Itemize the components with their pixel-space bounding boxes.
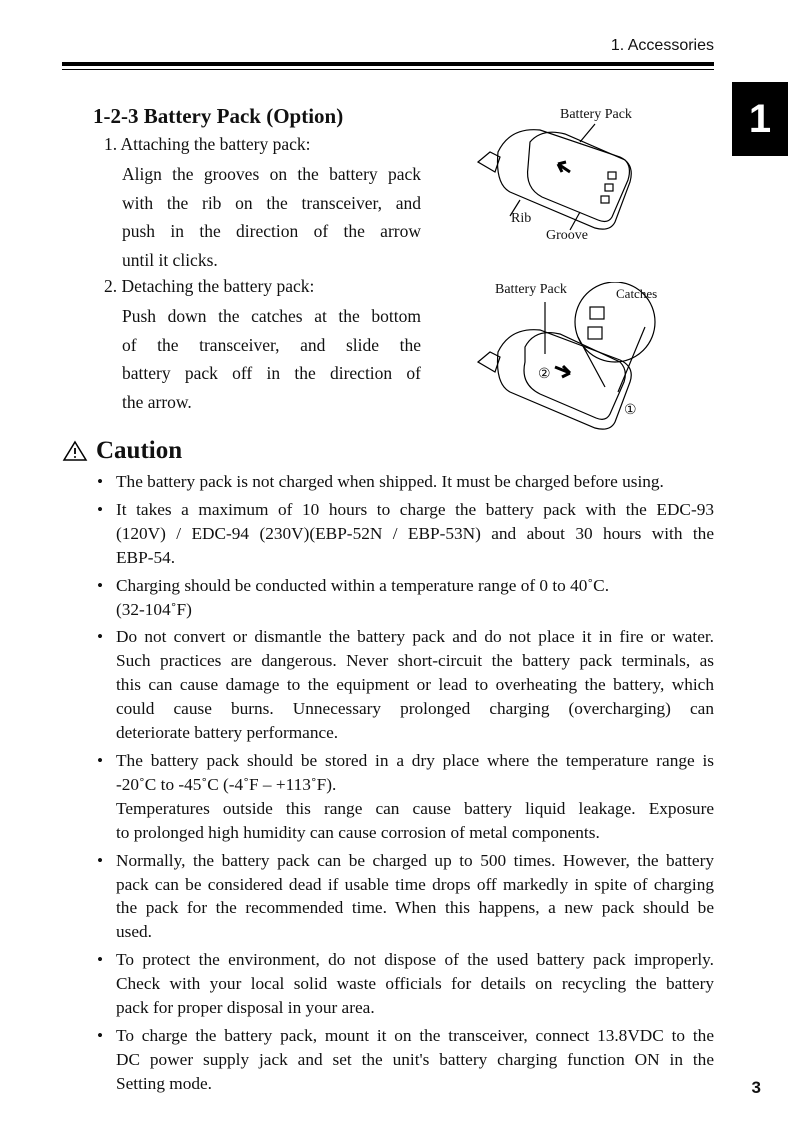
bullet-icon: •	[97, 627, 104, 647]
caution-text-line: to prolonged high humidity can cause corrosion of metal components.	[116, 822, 600, 842]
bullet-icon: •	[97, 1025, 104, 1045]
bullet-icon: •	[97, 472, 104, 491]
step-text-line: of the transceiver, and slide the	[122, 334, 421, 355]
caution-text-line: pack can be considered dead if usable time drops off markedly in spite of charging	[116, 874, 714, 894]
step-2-title: 2. Detaching the battery pack:	[104, 276, 315, 296]
bullet-icon: •	[97, 750, 104, 770]
step-2-body	[122, 302, 421, 416]
chapter-tab: 1	[732, 82, 788, 156]
detach-battery-illustration	[470, 282, 670, 437]
section-title: 1-2-3 Battery Pack (Option)	[93, 104, 344, 128]
step-text-line: battery pack off in the direction of	[122, 363, 421, 383]
page-number: 3	[751, 1078, 761, 1097]
caution-list	[94, 470, 714, 1100]
caution-text-line: The battery pack is not charged when shipped. It must be charged before using.	[116, 472, 664, 491]
caution-text-line: The battery pack should be stored in a dry place where the temperature range is	[116, 750, 714, 770]
header-rule-thin	[62, 69, 714, 70]
bullet-icon: •	[97, 850, 104, 870]
caution-text-line: pack for proper disposal in your area.	[116, 998, 375, 1018]
caution-item	[94, 470, 714, 494]
label-battery-pack-2: Battery Pack	[495, 282, 567, 297]
step-text-line: with the rib on the transceiver, and	[122, 192, 421, 213]
step-text-line: until it clicks.	[122, 249, 218, 270]
caution-text-line: could cause burns. Unnecessary prolonged charging (overcharging) can	[116, 699, 714, 719]
caution-text-line: -20˚C to -45˚C (-4˚F – +113˚F).	[116, 774, 337, 794]
label-groove: Groove	[546, 228, 588, 243]
step-1-body	[122, 160, 421, 274]
caution-item	[94, 749, 714, 845]
caution-item	[94, 948, 714, 1020]
step-text-line: the arrow.	[122, 391, 192, 412]
caution-item	[94, 625, 714, 745]
caution-item	[94, 849, 714, 945]
caution-text-line: deteriorate battery performance.	[116, 723, 339, 743]
caution-text-line: Normally, the battery pack can be charged up to 500 times. However, the battery	[116, 850, 714, 870]
caution-text-line: Do not convert or dismantle the battery pack and do not place it in fire or water.	[116, 627, 714, 647]
caution-text-line: Setting mode.	[116, 1073, 213, 1093]
caution-heading	[62, 437, 182, 465]
bullet-icon: •	[97, 950, 104, 970]
caution-text-line: EBP-54.	[116, 547, 176, 567]
caution-text-line: Such practices are dangerous. Never short-circuit the battery pack terminals, as	[116, 651, 714, 671]
step-text-line: Push down the catches at the bottom	[122, 306, 421, 326]
caution-item	[94, 1024, 714, 1096]
caution-text-line: DC power supply jack and set the unit's battery charging function ON in the	[116, 1049, 714, 1069]
caution-text-line: (120V) / EDC-94 (230V)(EBP-52N / EBP-53N) and about 30 hours with the	[116, 523, 714, 543]
caution-text-line: To charge the battery pack, mount it on the transceiver, connect 13.8VDC to the	[116, 1025, 714, 1045]
header-rule	[62, 62, 714, 66]
running-header: 1. Accessories	[610, 37, 714, 54]
warning-triangle-icon	[62, 440, 88, 462]
caution-text-line: this can cause damage to the equipment or lead to overheating the battery, which	[116, 675, 714, 695]
label-step-1-marker: ①	[624, 403, 637, 418]
caution-text-line: Check with your local solid waste officials for details on recycling the battery	[116, 974, 714, 994]
caution-item	[94, 498, 714, 570]
caution-text-line: (32-104˚F)	[116, 599, 192, 619]
step-1-title: 1. Attaching the battery pack:	[104, 134, 311, 154]
caution-text-line: the pack for the recommended time. When this happens, a new pack should be	[116, 898, 714, 918]
bullet-icon: •	[97, 575, 104, 595]
label-battery-pack: Battery Pack	[560, 107, 632, 122]
step-text-line: Align the grooves on the battery pack	[122, 164, 421, 184]
label-rib: Rib	[511, 211, 532, 226]
caution-text-line: used.	[116, 922, 152, 942]
label-step-2-marker: ②	[538, 367, 551, 382]
caution-text-line: To protect the environment, do not dispose of the used battery pack improperly.	[116, 950, 714, 970]
label-catches: Catches	[616, 286, 658, 301]
bullet-icon: •	[97, 499, 104, 519]
caution-item	[94, 574, 714, 622]
step-text-line: push in the direction of the arrow	[122, 221, 421, 241]
attach-battery-illustration	[470, 112, 650, 232]
caution-text-line: It takes a maximum of 10 hours to charge the battery pack with the EDC-93	[116, 499, 714, 519]
caution-title: Caution	[96, 437, 183, 464]
caution-text-line: Temperatures outside this range can cause battery liquid leakage. Exposure	[116, 798, 714, 818]
caution-text-line: Charging should be conducted within a temperature range of 0 to 40˚C.	[116, 575, 610, 595]
